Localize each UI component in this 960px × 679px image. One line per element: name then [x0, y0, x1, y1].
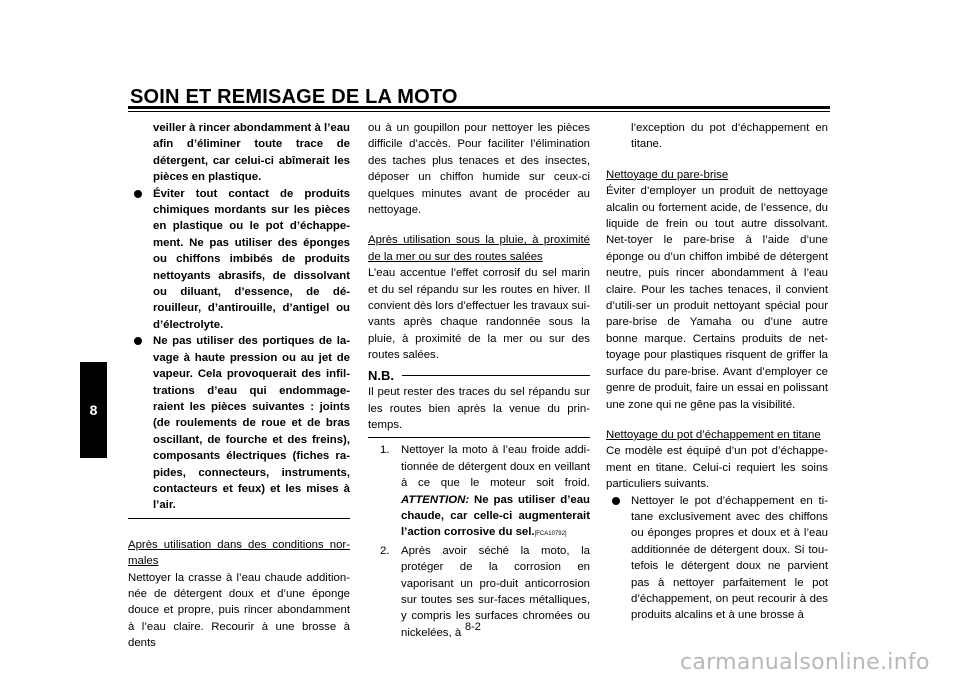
note-rule	[402, 375, 590, 376]
step-text: Nettoyer la moto à l’eau froide addi-tionnée de détergent doux en veillant à ce que le moteur soit froid.	[401, 444, 590, 490]
step-text: Après avoir séché la moto, la protéger de la corrosion en vaporisant un pro-duit anticorrosion sur toutes ses sur-faces métalliques, y compris les surfaces chromées ou nickelées, à	[401, 544, 590, 639]
column-1	[128, 120, 350, 652]
section-text: Éviter d’employer un produit de nettoyage alcalin ou fortement acide, de l’essence, du liquide de frein ou tout autre dissolvant. Net-toyer le pare-brise à l’aide d’une éponge ou d’un chiffon imbibé de détergent neutre, puis rincer abondamment à l’eau claire. Pour les taches tenaces, il convient d’utili-ser un produit nettoyant spécial pour pare-brise de Yamaha ou d’une autre bonne marque. Certains produits de net-toyage pour plastiques risquent de griffer la surface du pare-brise. Avant d’employer ce genre de produit, faire un essai en polissant une zone qui ne gêne pas la visibilité.	[606, 185, 828, 411]
chapter-tab: 8	[80, 362, 107, 458]
warning-bullet-text: Ne pas utiliser des portiques de la-vage à haute pression ou au jet de vapeur. Cela provoquerait des infil-trations d’eau qui endommage-raient les pièces suivantes : joints (de roulements de roue et de bras oscillant, de fourche et des freins), composants électriques (fiches ra-pides, connecteurs, instruments, contacteurs et feux) et les mises à l’air.	[153, 335, 350, 512]
section-title: Après utilisation dans des conditions nor-males	[128, 538, 350, 568]
column-3	[606, 120, 828, 624]
section-title: Nettoyage du pot d’échappement en titane	[606, 428, 821, 441]
watermark: carmanualsonline.info	[680, 650, 930, 675]
note-text: Il peut rester des traces du sel répandu sur les routes bien après la venue du prin-temps.	[368, 386, 590, 431]
page-header-title: SOIN ET REMISAGE DE LA MOTO	[130, 86, 458, 108]
section-text: Nettoyer la crasse à l’eau chaude addition-née de détergent doux et d’une éponge douce et propre, puis rincer abondamment à l’eau claire. Recourir à une brosse à dents	[128, 571, 350, 650]
attention-label: ATTENTION:	[401, 493, 475, 506]
bullet-dot-icon	[134, 190, 142, 198]
section-divider	[128, 518, 350, 519]
bullet-dot-icon	[612, 497, 620, 505]
section-text: Ce modèle est équipé d’un pot d’échappe-ment en titane. Celui-ci requiert les soins particuliers suivants.	[606, 445, 828, 491]
step-number: 1.	[380, 444, 390, 457]
paragraph: ou à un goupillon pour nettoyer les pièces difficile d’accès. Pour faciliter l’élimination des taches plus tenaces et des insectes, déposer un chiffon humide sur ceux-ci quelques minutes avant de procéder au nettoyage.	[368, 122, 590, 217]
warning-bullet-text: Éviter tout contact de produits chimiques mordants sur les pièces en plastique ou le pot d’échappe-ment. Ne pas utiliser des éponges ou chiffons imbibés de produits nettoyants abrasifs, de dissolvant ou diluant, d’essence, de dé-rouilleur, d’antirouille, d’antigel ou d’électrolyte.	[153, 187, 350, 331]
reference-code: [FCA10792]	[534, 531, 567, 538]
attention-text: Ne pas utiliser d’eau chaude, car celle-ci augmenterait l’action corrosive du sel.	[401, 493, 591, 539]
note-heading	[368, 368, 590, 384]
section-text: L’eau accentue l’effet corrosif du sel marin et du sel répandu sur les routes en hiver. Il convient dès lors d’effectuer les travaux sui-vants après chaque randonnée sous la pluie, à proximité de la mer ou sur des routes salées.	[368, 267, 590, 362]
list-item-text: Nettoyer le pot d’échappement en ti-tane exclusivement avec des chiffons ou éponges propres et doux et à l’eau additionnée de détergent doux. Si tou-tefois le détergent doux ne parvient pas à nettoyer parfaitement le pot d’échappement, on peut recourir à des produits alcalins et à une brosse à	[631, 494, 828, 622]
warning-bullet	[128, 333, 350, 513]
header-rule	[128, 106, 830, 109]
bullet-dot-icon	[134, 337, 142, 345]
page-number: 8-2	[465, 621, 481, 633]
column-2	[368, 120, 590, 641]
paragraph: l’exception du pot d’échappement en titane.	[631, 122, 828, 151]
header-rule-thin	[128, 111, 830, 112]
warning-bullet	[128, 186, 350, 334]
warning-continuation: veiller à rincer abondamment à l’eau afin d’éliminer toute trace de détergent, car celui-ci abîmerait les pièces en plastique.	[153, 122, 350, 184]
section-title: Après utilisation sous la pluie, à proximité de la mer ou sur des routes salées	[368, 234, 590, 263]
list-item	[606, 493, 828, 624]
step-1	[368, 442, 590, 542]
note-label: N.B.	[368, 367, 394, 383]
note-end-rule	[368, 437, 590, 438]
section-title: Nettoyage du pare-brise	[606, 168, 729, 181]
step-number: 2.	[380, 544, 390, 557]
